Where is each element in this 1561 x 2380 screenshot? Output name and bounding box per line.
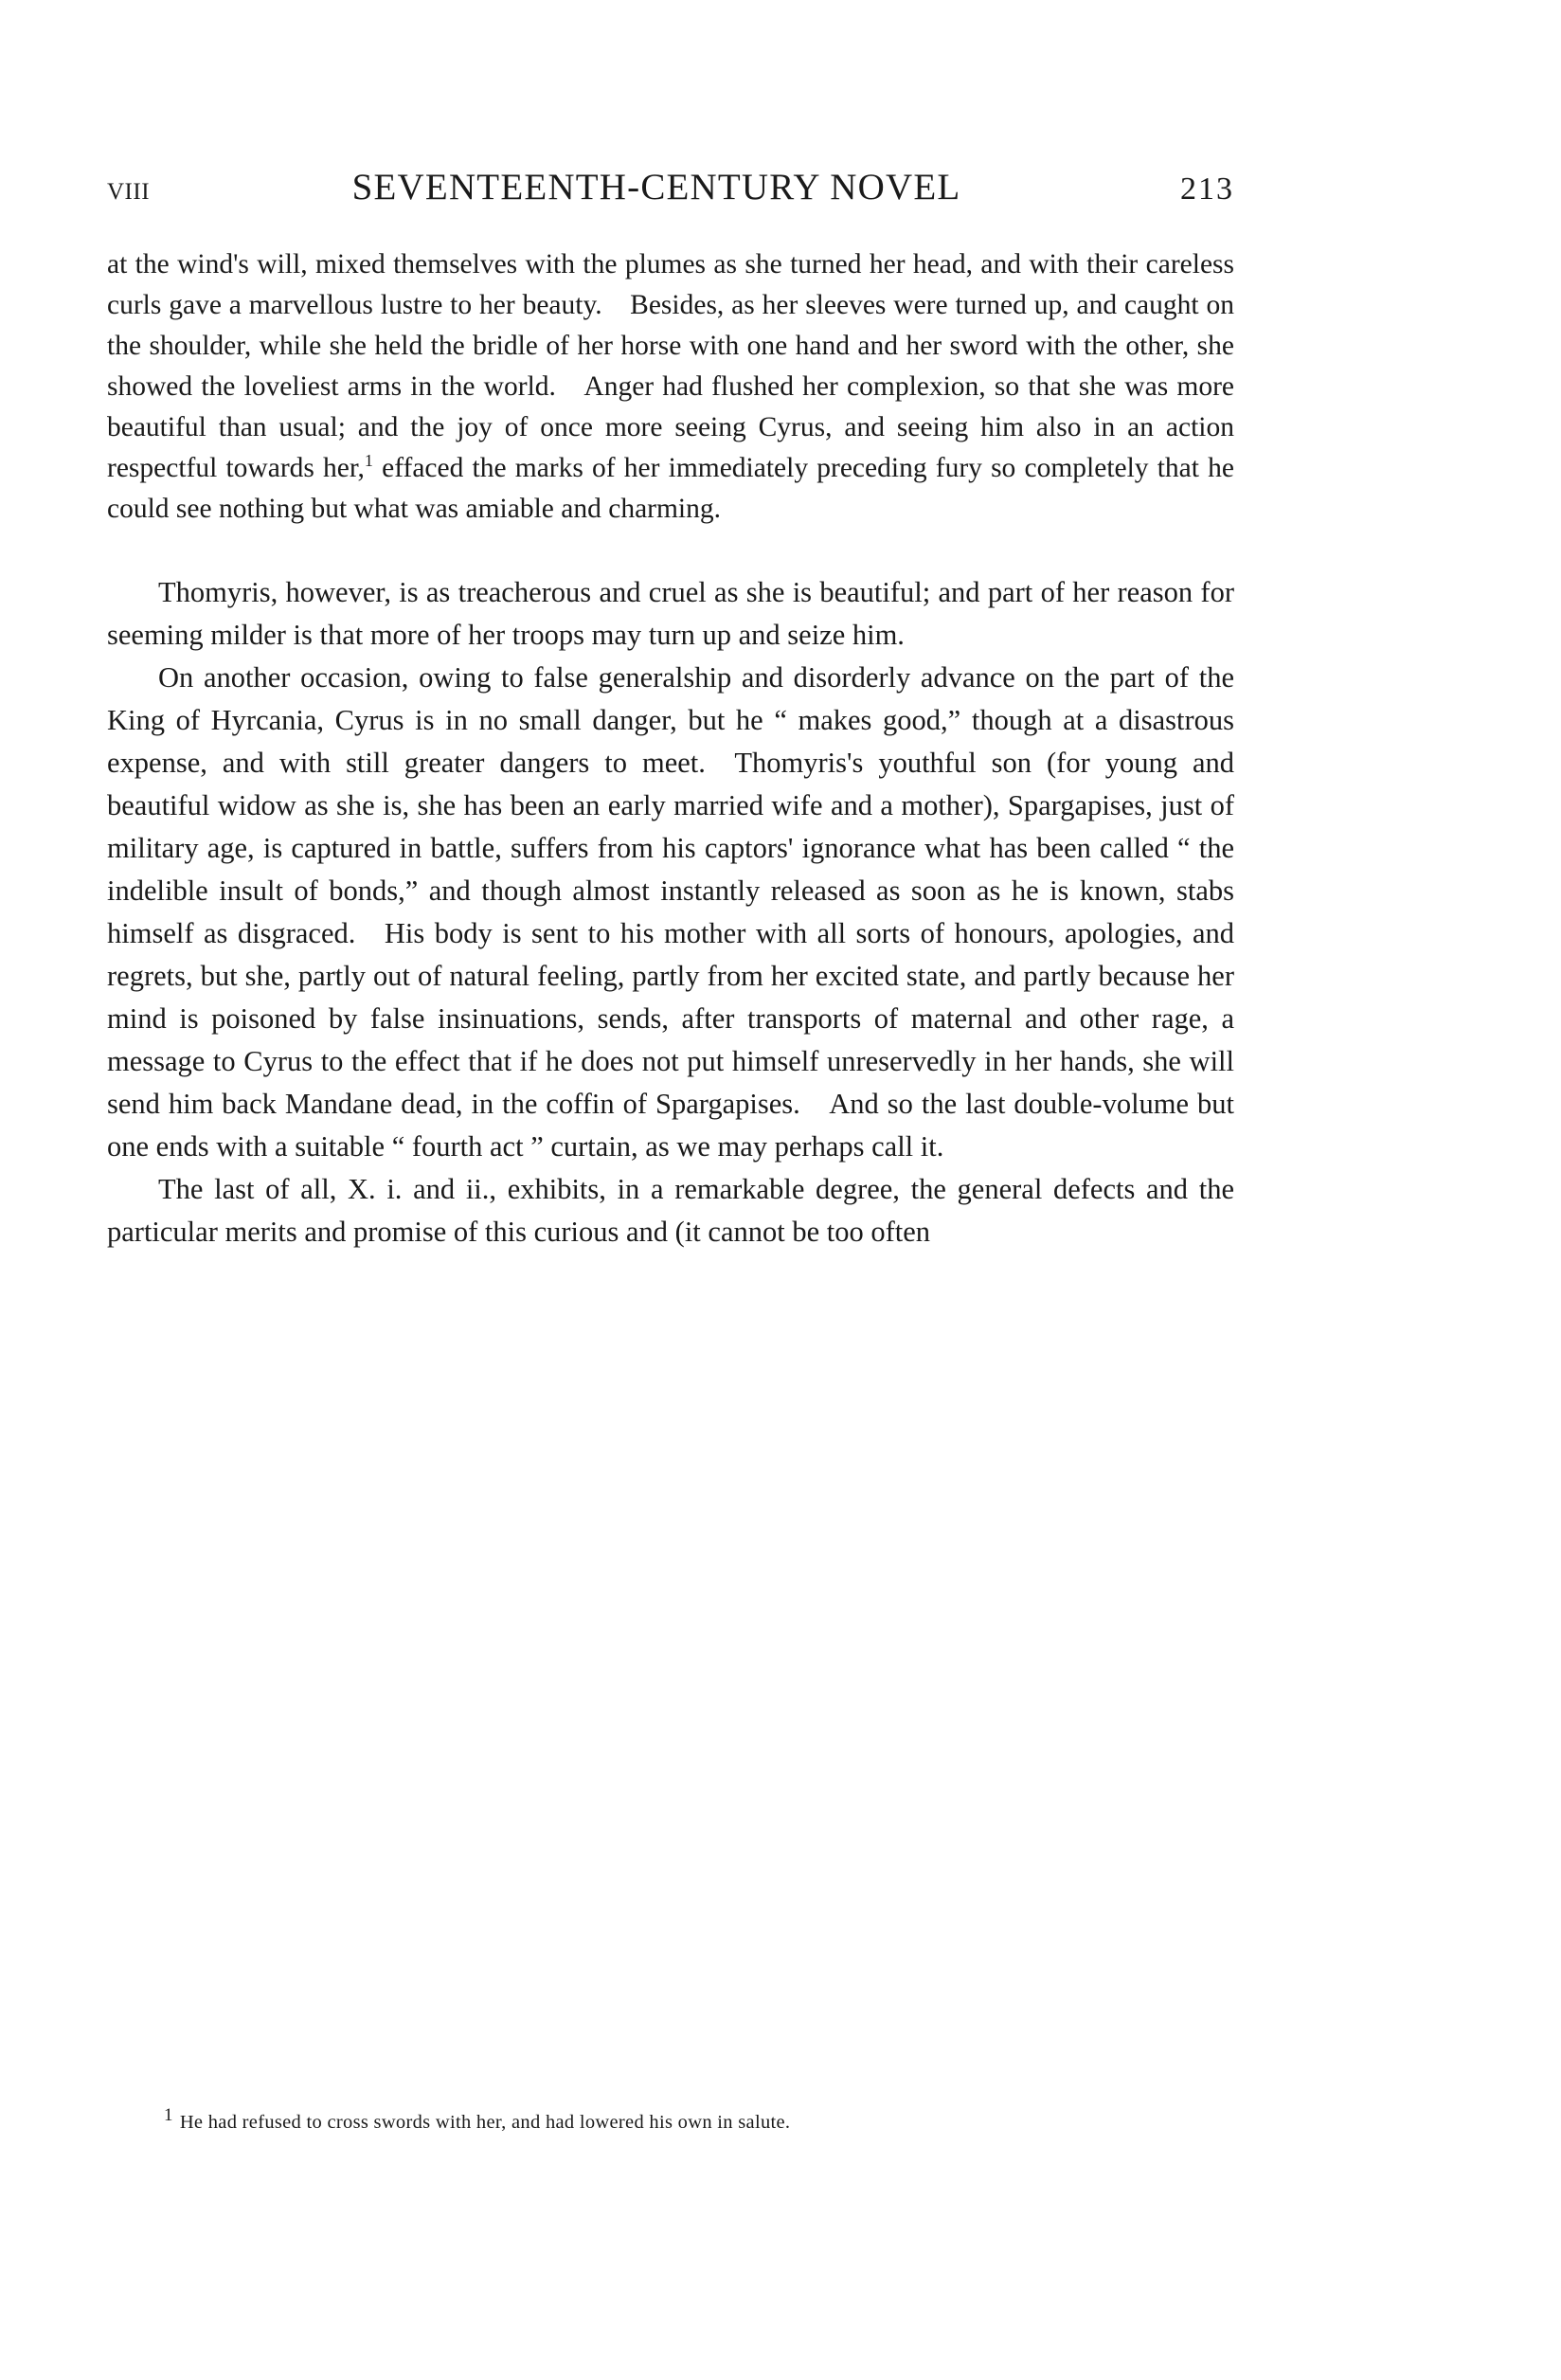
footnote-reference: 1 bbox=[364, 451, 373, 471]
paragraph-4: The last of all, X. i. and ii., exhibits, in a remarkable degree, the general defects and the particular merits and promise of this curious and (it cannot be too often bbox=[107, 1173, 1234, 1248]
page-content bbox=[107, 166, 1234, 1253]
footnote-text: He had refused to cross swords with her, and had lowered his own in salute. bbox=[179, 2111, 791, 2133]
page-number: 213 bbox=[1180, 171, 1234, 207]
paragraph-3: On another occasion, owing to false generalship and disorderly advance on the part of the King of Hyrcania, Cyrus is in no small danger, but he “ makes good,” though at a disastrous expense, and with still greater dangers to meet. Thomyris's youthful son (for young and beautiful widow as she is, she has been an early married wife and a mother), Spargapises, just of military age, is captured in battle, suffers from his captors' ignorance what has been called “ the indelible insult of bonds,” and though almost instantly released as soon as he is known, stabs himself as disgraced. His body is sent to his mother with all sorts of honours, apologies, and regrets, but she, partly out of natural feeling, partly from her excited state, and partly because her mind is poisoned by false insinuations, sends, after transports of maternal and other rage, a message to Cyrus to the effect that if he does not put himself unreservedly in her hands, she will send him back Mandane dead, in the coffin of Spargapises. And so the last double-volume but one ends with a suitable “ fourth act ” curtain, as we may perhaps call it. bbox=[107, 661, 1234, 1163]
running-head bbox=[107, 166, 1234, 208]
paragraph-1-text: at the wind's will, mixed themselves with the plumes as she turned her head, and with their careless curls gave a marvellous lustre to her beauty. Besides, as her sleeves were turned up, and caught on the shoulder, while she held the bridle of her horse with one hand and her sword with the other, she showed the loveliest arms in the world. Anger had flushed her complexion, so that she was more beautiful than usual; and the joy of once more seeing Cyrus, and seeing him also in an action respectful towards her, bbox=[107, 249, 1234, 483]
chapter-marker: VIII bbox=[107, 179, 151, 205]
footnote bbox=[107, 2101, 1234, 2137]
footnote-marker: 1 bbox=[164, 2105, 173, 2125]
paragraph-spacer bbox=[107, 530, 1234, 571]
paragraph-1-continued: effaced the marks of her immediately preceding fury so completely that he could see nothing but what was amiable and charming. bbox=[107, 453, 1234, 524]
running-title: SEVENTEENTH-CENTURY NOVEL bbox=[351, 167, 961, 207]
paragraph-continuation bbox=[107, 244, 1234, 530]
paragraph-2: Thomyris, however, is as treacherous and cruel as she is beautiful; and part of her reason for seeming milder is that more of her troops may turn up and seize him. bbox=[107, 576, 1234, 651]
